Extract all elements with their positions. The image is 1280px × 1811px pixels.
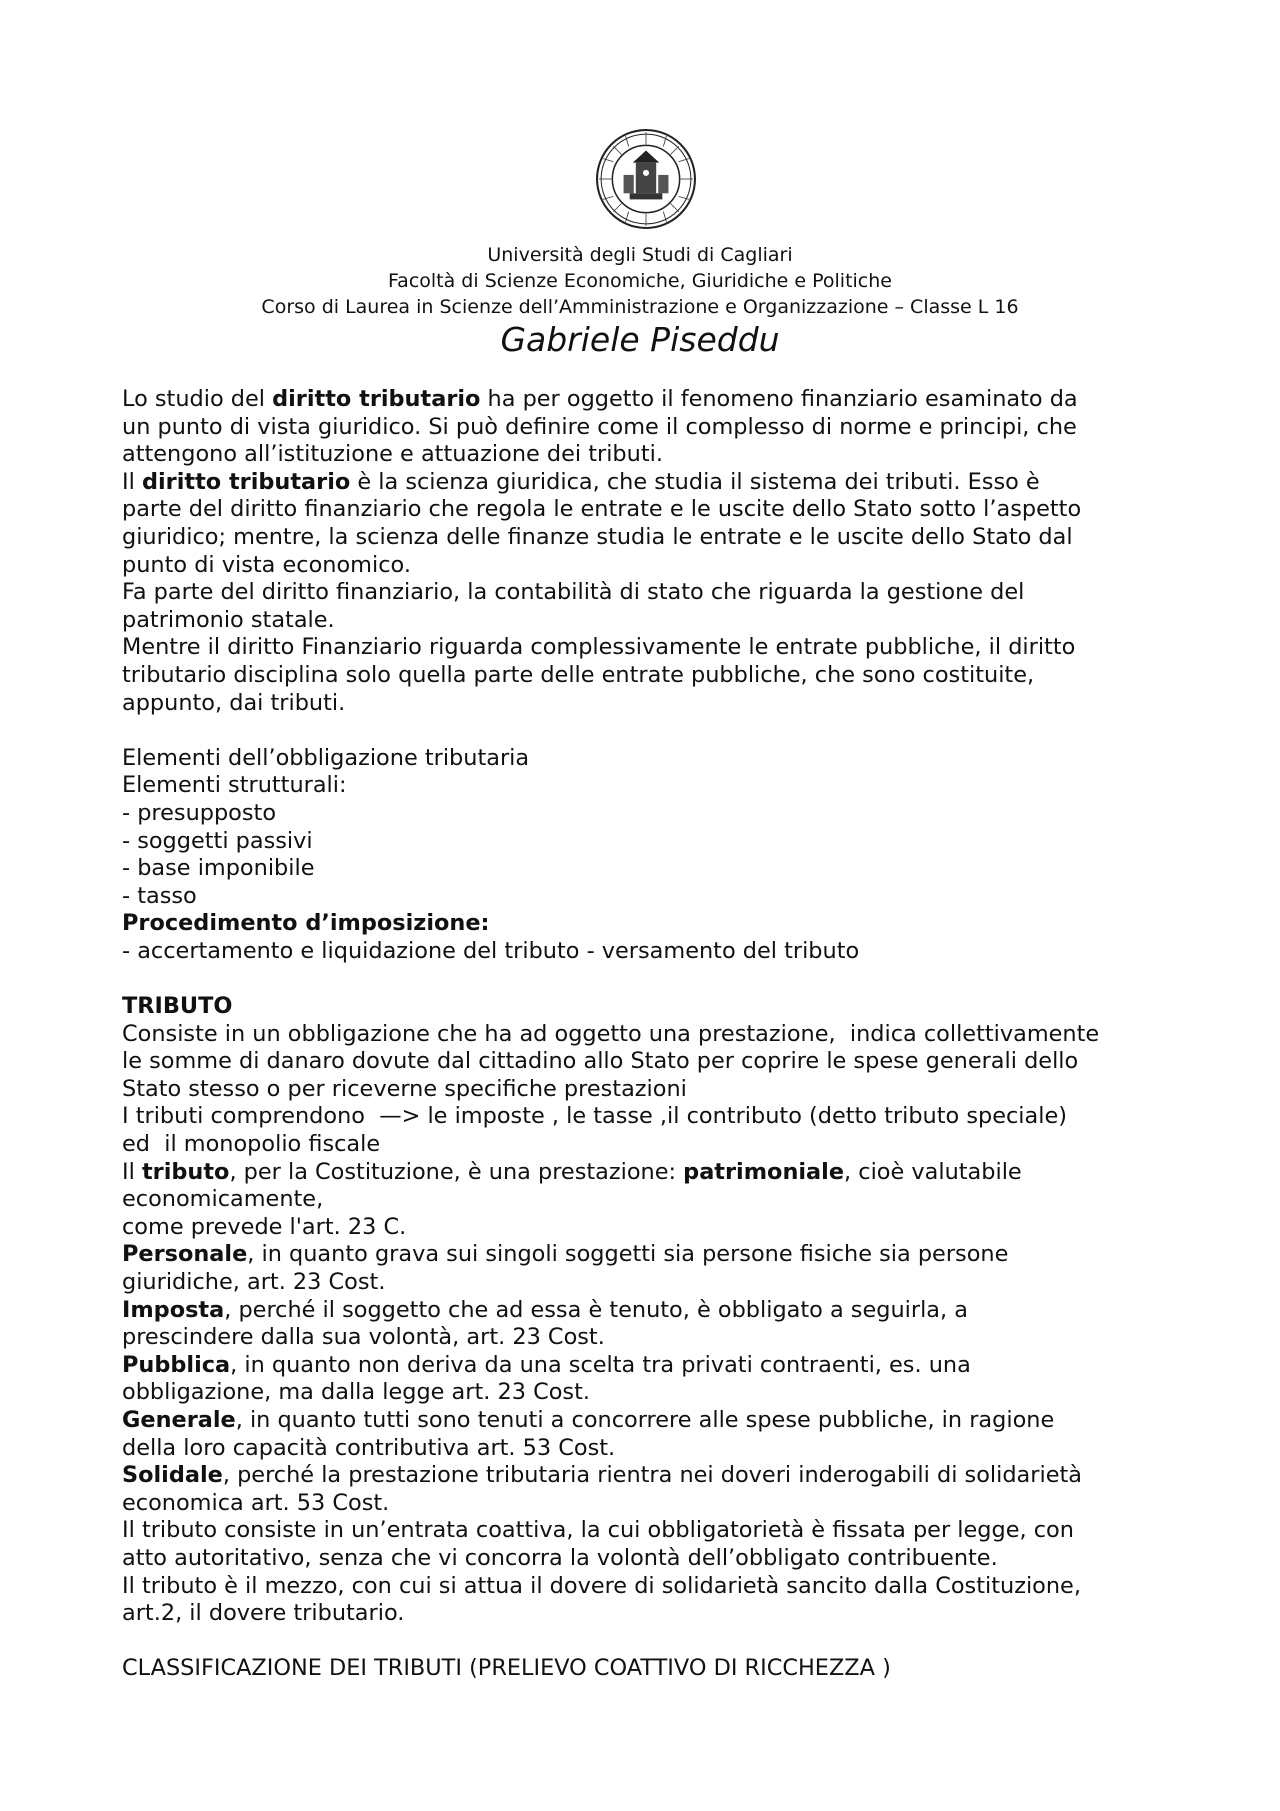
elements-structural: Elementi strutturali: [122,772,347,799]
intro-line: tributario disciplina solo quella parte delle entrate pubbliche, che sono costituite, [122,661,1035,688]
intro-line: parte del diritto finanziario che regola le entrate e le uscite dello Stato sotto l’aspetto [122,496,1082,523]
university-name: Università degli Studi di Cagliari [487,244,793,266]
classification-title: CLASSIFICAZIONE DEI TRIBUTI (PRELIEVO COATTIVO DI RICCHEZZA ) [122,1655,891,1682]
tributo-line: Consiste in un obbligazione che ha ad oggetto una prestazione, indica collettivamente [122,1020,1100,1047]
list-item: - presupposto [122,799,277,826]
tributo-line: I tributi comprendono —> le imposte , le tasse ,il contributo (detto tributo speciale) [122,1103,1067,1130]
intro-line: attengono all’istituzione e attuazione dei tributi. [122,441,663,468]
faculty-name: Facoltà di Scienze Economiche, Giuridiche e Politiche [388,270,892,292]
tributo-line: giuridiche, art. 23 Cost. [122,1269,386,1295]
tributo-line: Solidale, perché la prestazione tributaria rientra nei doveri inderogabili di solidarietà [122,1462,1082,1489]
list-item: - soggetti passivi [122,827,313,854]
intro-line: Il diritto tributario è la scienza giuridica, che studia il sistema dei tributi. Esso è [122,468,1040,495]
document-body [122,386,1182,1683]
tributo-line: atto autoritativo, senza che vi concorra la volontà dell’obbligato contribuente. [122,1544,998,1571]
tributo-line: Il tributo è il mezzo, con cui si attua il dovere di solidarietà sancito dalla Costituzione, [122,1572,1081,1599]
intro-line: patrimonio statale. [122,606,335,633]
intro-line: punto di vista economico. [122,551,411,578]
course-name: Corso di Laurea in Scienze dell’Amministrazione e Organizzazione – Classe L 16 [261,296,1019,318]
tributo-line: Il tributo consiste in un’entrata coattiva, la cui obbligatorietà è fissata per legge, con [122,1517,1074,1544]
list-item: - base imponibile [122,855,315,882]
tributo-title: TRIBUTO [122,993,233,1020]
procedure-title: Procedimento d’imposizione: [122,910,490,937]
tributo-line: Pubblica, in quanto non deriva da una scelta tra privati contraenti, es. una [122,1351,971,1378]
tributo-line: obbligazione, ma dalla legge art. 23 Cost. [122,1379,590,1406]
tributo-line: Stato stesso o per riceverne specifiche prestazioni [122,1075,687,1102]
tributo-line: Imposta, perché il soggetto che ad essa è tenuto, è obbligato a seguirla, a [122,1296,968,1323]
intro-line: Fa parte del diritto finanziario, la contabilità di stato che riguarda la gestione del [122,579,1025,606]
tributo-line: ed il monopolio fiscale [122,1131,381,1158]
intro-line: Mentre il diritto Finanziario riguarda complessivamente le entrate pubbliche, il diritto [122,634,1076,661]
intro-line: un punto di vista giuridico. Si può definire come il complesso di norme e principi, che [122,413,1077,440]
intro-line: appunto, dai tributi. [122,689,346,716]
procedure-text: - accertamento e liquidazione del tributo - versamento del tributo [122,937,860,964]
author-name: Gabriele Piseddu [500,320,780,359]
elements-title: Elementi dell’obbligazione tributaria [122,744,530,771]
intro-line: giuridico; mentre, la scienza delle finanze studia le entrate e le uscite dello Stato dal [122,523,1073,550]
tributo-line: le somme di danaro dovute dal cittadino allo Stato per coprire le spese generali dello [122,1048,1079,1075]
university-seal-icon [595,128,697,230]
list-item: - tasso [122,882,197,909]
tributo-line: come prevede l'art. 23 C. [122,1213,407,1240]
tributo-line: Il tributo, per la Costituzione, è una prestazione: patrimoniale, cioè valutabile [122,1158,1022,1185]
tributo-line: Generale, in quanto tutti sono tenuti a concorrere alle spese pubbliche, in ragione [122,1406,1055,1433]
intro-line: Lo studio del diritto tributario ha per oggetto il fenomeno finanziario esaminato da [122,386,1078,412]
tributo-line: Personale, in quanto grava sui singoli soggetti sia persone fisiche sia persone [122,1241,1009,1268]
tributo-line: economica art. 53 Cost. [122,1489,390,1516]
tributo-line: della loro capacità contributiva art. 53 Cost. [122,1434,616,1461]
tributo-line: economicamente, [122,1186,324,1213]
tributo-line: art.2, il dovere tributario. [122,1600,405,1627]
tributo-line: prescindere dalla sua volontà, art. 23 Cost. [122,1324,605,1351]
